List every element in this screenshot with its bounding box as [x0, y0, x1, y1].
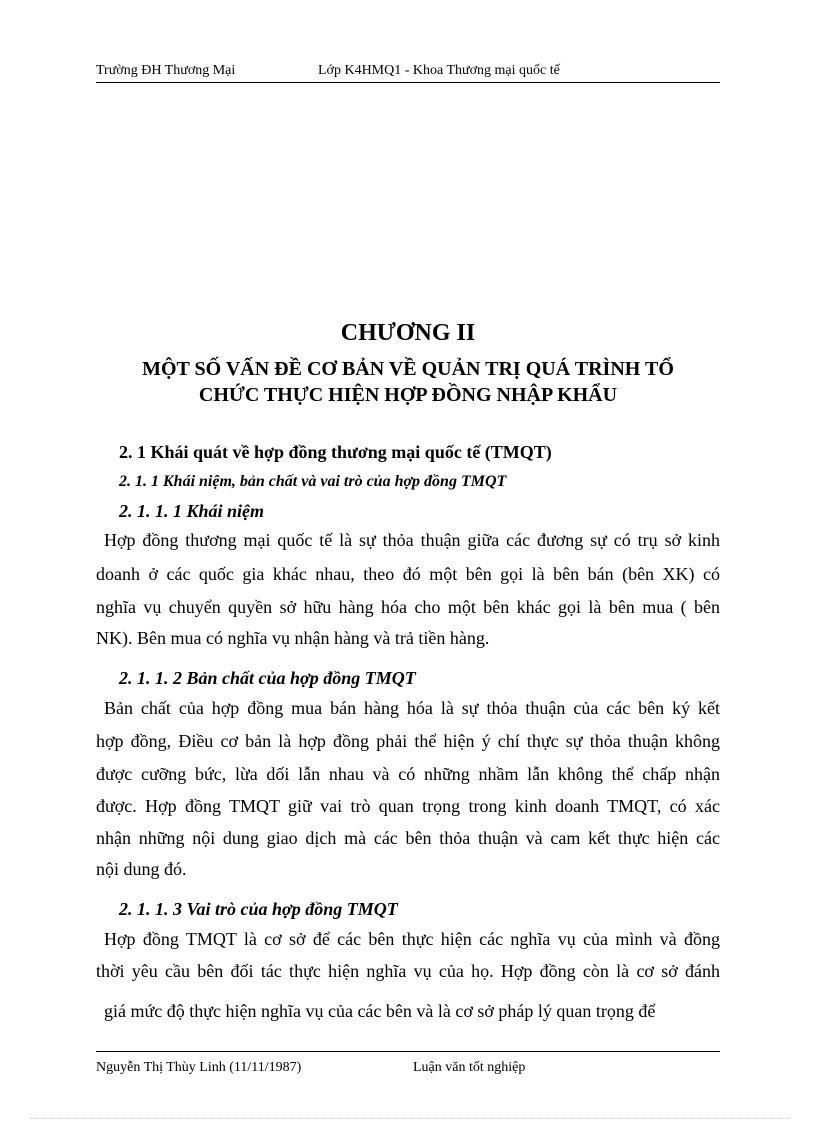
section-heading-2-1: 2. 1 Khái quát về hợp đồng thương mại quốc tế (TMQT): [119, 442, 552, 462]
page-bottom-divider: [30, 1118, 790, 1119]
chapter-subtitle-line2: CHỨC THỰC HIỆN HỢP ĐỒNG NHẬP KHẨU: [198, 384, 618, 406]
paragraph-line: nghĩa vụ chuyển quyền sở hữu hàng hóa cho một bên khác gọi là bên mua ( bên: [96, 597, 720, 617]
subsection-heading-2-1-1: 2. 1. 1 Khái niệm, bản chất và vai trò của hợp đồng TMQT: [119, 473, 507, 490]
footer-divider: [96, 1051, 720, 1052]
paragraph-line: hợp đồng, Điều cơ bản là hợp đồng phải thể hiện ý chí thực sự thỏa thuận không: [96, 731, 720, 751]
paragraph-line: nội dung đó.: [96, 859, 187, 879]
chapter-title: CHƯƠNG II: [340, 320, 476, 346]
header-class: Lớp K4HMQ1 - Khoa Thương mại quốc tế: [318, 63, 560, 78]
header-school: Trường ĐH Thương Mại: [96, 63, 236, 78]
footer-document-type: Luận văn tốt nghiệp: [413, 1060, 526, 1075]
paragraph-line: được. Hợp đồng TMQT giữ vai trò quan trọng trong kinh doanh TMQT, có xác: [96, 796, 720, 816]
paragraph-line: NK). Bên mua có nghĩa vụ nhận hàng và trả tiền hàng.: [96, 628, 490, 648]
paragraph-line: nhận những nội dung giao dịch mà các bên thỏa thuận và cam kết thực hiện các: [96, 828, 720, 848]
item-heading-2-1-1-2: 2. 1. 1. 2 Bản chất của hợp đồng TMQT: [119, 668, 416, 688]
page-header: [96, 62, 720, 83]
chapter-subtitle-line1: MỘT SỐ VẤN ĐỀ CƠ BẢN VỀ QUẢN TRỊ QUÁ TRÌNH TỔ: [142, 358, 674, 380]
item-heading-2-1-1-1: 2. 1. 1. 1 Khái niệm: [119, 501, 265, 521]
paragraph-line: thời yêu cầu bên đối tác thực hiện nghĩa vụ của họ. Hợp đồng còn là cơ sở đánh: [96, 961, 720, 981]
paragraph-line: Bản chất của hợp đồng mua bán hàng hóa là sự thỏa thuận của các bên ký kết: [104, 698, 720, 718]
paragraph-line: Hợp đồng TMQT là cơ sở để các bên thực hiện các nghĩa vụ của mình và đồng: [104, 929, 720, 949]
paragraph-line: Hợp đồng thương mại quốc tế là sự thỏa thuận giữa các đương sự có trụ sở kinh: [104, 530, 720, 550]
item-heading-2-1-1-3: 2. 1. 1. 3 Vai trò của hợp đồng TMQT: [119, 899, 398, 919]
footer-author: Nguyễn Thị Thùy Linh (11/11/1987): [96, 1060, 302, 1075]
paragraph-line: được cưỡng bức, lừa dối lẫn nhau và có những nhầm lẫn không thể chấp nhận: [96, 764, 720, 784]
paragraph-line: doanh ở các quốc gia khác nhau, theo đó một bên gọi là bên bán (bên XK) có: [96, 564, 720, 584]
paragraph-line: giá mức độ thực hiện nghĩa vụ của các bên và là cơ sở pháp lý quan trọng để: [104, 1001, 656, 1021]
